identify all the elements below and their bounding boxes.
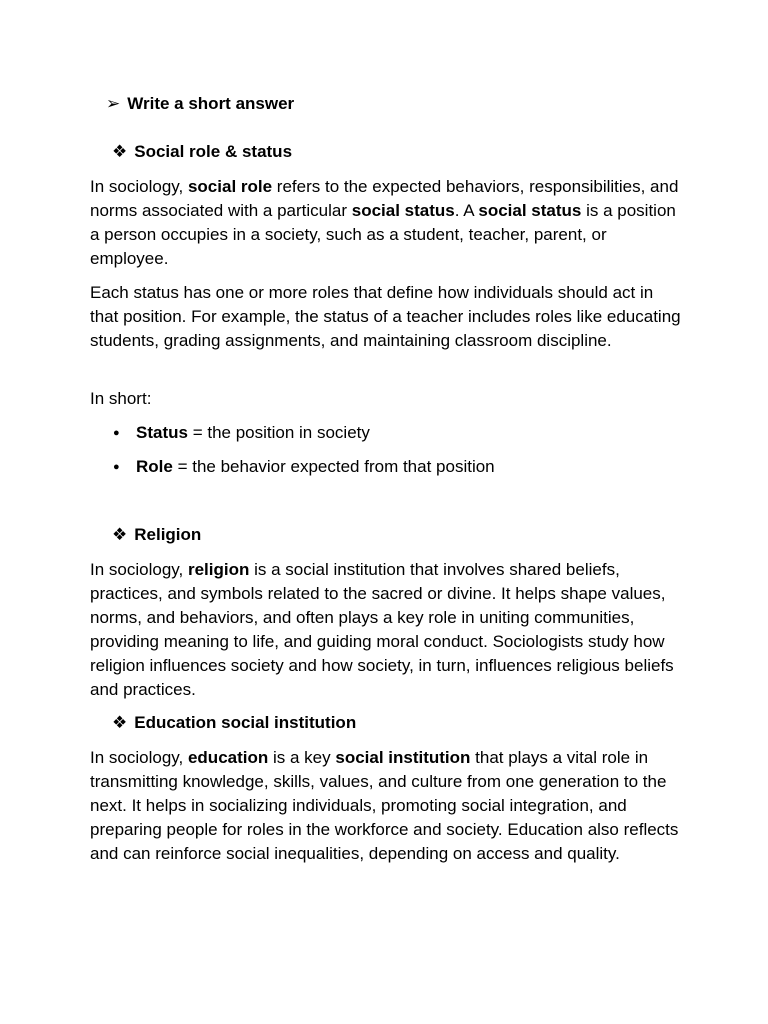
paragraph-social-role-definition: [90, 175, 684, 271]
text-run: refers to the expected behaviors, responsibilities, and norms associated with a particular: [90, 177, 679, 220]
bullet-dot-icon: ●: [113, 461, 120, 473]
bold-term: religion: [187, 560, 250, 579]
text-run: is a social institution that involves shared beliefs, practices, and symbols related to the sacred or divine. It helps shape values, norms, and behaviors, and often plays a key role in uniting communities, providing meaning to life, and guiding moral conduct. Sociologists study how religion influences society and how society, in turn, influences religious beliefs and practices.: [90, 560, 674, 699]
bold-term: education: [187, 748, 269, 767]
list-item: [110, 455, 495, 489]
bold-term: social institution: [335, 748, 471, 767]
text-run: = the position in society: [187, 423, 370, 442]
bold-term: social status: [351, 201, 455, 220]
text-run: In sociology,: [90, 560, 188, 579]
arrow-bullet-icon: ➢: [106, 94, 121, 113]
diamond-bullet-icon: ❖: [112, 713, 128, 732]
bold-term: social role: [187, 177, 273, 196]
section-title: Education social institution: [134, 713, 357, 732]
text-run: is a position a person occupies in a society, such as a student, teacher, parent, or employee.: [90, 201, 676, 268]
section-heading-religion: [112, 525, 201, 545]
main-heading: [106, 94, 294, 114]
bold-term: social status: [478, 201, 582, 220]
paragraph-social-role-example: Each status has one or more roles that define how individuals should act in that position. For example, the status of a teacher includes roles like educating students, grading assignments, and maintaining classroom discipline.: [90, 283, 681, 350]
summary-list: [110, 421, 495, 489]
paragraph-education-definition: [90, 746, 684, 866]
paragraph-in-short: In short:: [90, 389, 152, 408]
bullet-dot-icon: ●: [113, 427, 120, 439]
section-heading-education: [112, 713, 356, 733]
text-run: In sociology,: [90, 748, 188, 767]
section-title: Social role & status: [134, 142, 293, 161]
text-run: = the behavior expected from that position: [172, 457, 495, 476]
list-item: [110, 421, 495, 455]
text-run: In sociology,: [90, 177, 188, 196]
bold-term: Role: [136, 457, 173, 476]
diamond-bullet-icon: ❖: [112, 525, 128, 544]
paragraph-religion-definition: [90, 558, 684, 702]
bold-term: Status: [136, 423, 188, 442]
text-run: is a key: [268, 748, 336, 767]
main-heading-text: Write a short answer: [127, 94, 295, 113]
diamond-bullet-icon: ❖: [112, 142, 128, 161]
text-run: . A: [454, 201, 479, 220]
section-heading-social-role: [112, 142, 292, 162]
section-title: Religion: [134, 525, 202, 544]
text-run: that plays a vital role in transmitting knowledge, skills, values, and culture from one generation to the next. It helps in socializing individuals, promoting social integration, and preparing people for roles in the workforce and society. Education also reflects and can reinforce social inequalities, depending on access and quality.: [90, 748, 679, 863]
